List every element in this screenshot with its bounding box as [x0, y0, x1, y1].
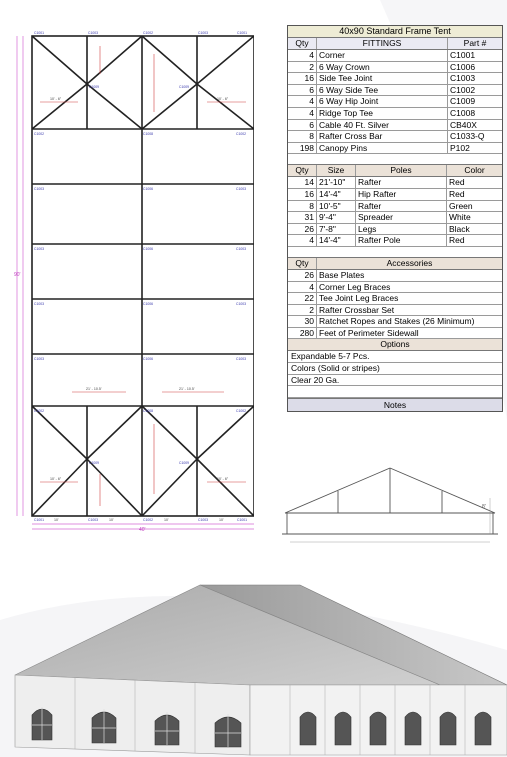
tent-3d-render: [0, 575, 507, 757]
svg-text:C1003: C1003: [236, 302, 246, 306]
svg-text:C1002: C1002: [34, 132, 44, 136]
svg-text:10' - 6": 10' - 6": [50, 97, 62, 101]
dimension-labels: [50, 97, 229, 522]
table-row: 2 6 Way Crown C1006: [288, 62, 502, 74]
frame-structure: [32, 36, 254, 516]
svg-text:C1008: C1008: [143, 409, 153, 413]
svg-text:C1003: C1003: [198, 518, 208, 522]
overall-width-dimension: [32, 524, 254, 532]
height-label: 8': [482, 504, 486, 510]
svg-text:C1002: C1002: [34, 409, 44, 413]
accessories-header: Qty Accessories: [288, 258, 502, 270]
svg-text:C1003: C1003: [34, 247, 44, 251]
table-row: 16 Side Tee Joint C1003: [288, 73, 502, 85]
svg-text:C1003: C1003: [236, 357, 246, 361]
table-row: 30 Ratchet Ropes and Stakes (26 Minimum): [288, 316, 502, 328]
table-row: 8 10'-5" Rafter Green: [288, 201, 502, 213]
svg-text:C1001: C1001: [237, 31, 247, 35]
table-row: 26 Base Plates: [288, 270, 502, 282]
fittings-rows: [288, 50, 502, 154]
svg-text:10': 10': [164, 518, 169, 522]
table-title: 40x90 Standard Frame Tent: [288, 26, 502, 38]
poles-header: Qty Size Poles Color: [288, 165, 502, 177]
fittings-header: Qty FITTINGS Part #: [288, 38, 502, 50]
table-row: 280 Feet of Perimeter Sidewall: [288, 328, 502, 340]
svg-text:10' - 6": 10' - 6": [50, 477, 62, 481]
svg-text:10' - 6": 10' - 6": [217, 97, 229, 101]
svg-text:C1009: C1009: [89, 461, 99, 465]
svg-text:C1003: C1003: [88, 518, 98, 522]
overall-width-label: 40': [139, 527, 146, 532]
table-row: 198 Canopy Pins P102: [288, 143, 502, 155]
table-row: 16 14'-4" Hip Rafter Red: [288, 189, 502, 201]
table-row: 31 9'-4" Spreader White: [288, 212, 502, 224]
svg-text:10': 10': [54, 518, 59, 522]
svg-text:10': 10': [219, 518, 224, 522]
table-row: 26 7'-8" Legs Black: [288, 224, 502, 236]
svg-text:C1003: C1003: [34, 357, 44, 361]
svg-text:10': 10': [109, 518, 114, 522]
svg-text:C1006: C1006: [143, 247, 153, 251]
table-row: 4 Corner Leg Braces: [288, 282, 502, 294]
options-rows: [288, 351, 502, 397]
svg-text:C1002: C1002: [143, 31, 153, 35]
svg-text:C1002: C1002: [236, 409, 246, 413]
floor-plan-diagram: [14, 24, 254, 532]
svg-text:C1006: C1006: [143, 357, 153, 361]
table-row: 2 Rafter Crossbar Set: [288, 305, 502, 317]
svg-text:C1009: C1009: [179, 85, 189, 89]
table-row: 4 Ridge Top Tee C1008: [288, 108, 502, 120]
svg-text:C1008: C1008: [143, 132, 153, 136]
parts-table: [287, 25, 503, 412]
poles-rows: [288, 177, 502, 247]
table-row: 22 Tee Joint Leg Braces: [288, 293, 502, 305]
svg-text:C1009: C1009: [89, 85, 99, 89]
accessories-rows: [288, 270, 502, 340]
overall-length-label: 90': [14, 272, 21, 278]
part-labels: [34, 31, 247, 522]
svg-text:C1001: C1001: [34, 31, 44, 35]
svg-text:C1002: C1002: [143, 518, 153, 522]
list-item: Colors (Solid or stripes): [288, 363, 502, 375]
svg-text:C1003: C1003: [236, 247, 246, 251]
table-row: 14 21'-10" Rafter Red: [288, 177, 502, 189]
svg-text:21' - 10.5': 21' - 10.5': [86, 387, 102, 391]
table-spacer: [288, 247, 502, 258]
svg-text:C1002: C1002: [236, 132, 246, 136]
table-row: 6 Cable 40 Ft. Silver CB40X: [288, 120, 502, 132]
svg-text:C1003: C1003: [34, 302, 44, 306]
svg-text:C1003: C1003: [236, 187, 246, 191]
notes-label: Notes: [288, 398, 502, 411]
svg-text:C1001: C1001: [237, 518, 247, 522]
svg-text:C1009: C1009: [179, 461, 189, 465]
svg-text:C1001: C1001: [34, 518, 44, 522]
list-item: Clear 20 Ga.: [288, 375, 502, 387]
svg-text:C1003: C1003: [34, 187, 44, 191]
list-item: Expandable 5-7 Pcs.: [288, 351, 502, 363]
svg-text:C1003: C1003: [88, 31, 98, 35]
table-row: 4 Corner C1001: [288, 50, 502, 62]
overall-length-dimension: [14, 36, 23, 516]
table-spacer: [288, 154, 502, 165]
side-elevation-diagram: [280, 458, 500, 550]
table-row: 6 6 Way Side Tee C1002: [288, 85, 502, 97]
table-row: 4 6 Way Hip Joint C1009: [288, 96, 502, 108]
options-header: Options: [288, 339, 502, 351]
svg-text:21' - 10.5': 21' - 10.5': [179, 387, 195, 391]
svg-text:C1006: C1006: [143, 187, 153, 191]
table-row: 8 Rafter Cross Bar C1033-Q: [288, 131, 502, 143]
svg-text:C1003: C1003: [198, 31, 208, 35]
list-item: [288, 386, 502, 398]
table-row: 4 14'-4" Rafter Pole Red: [288, 235, 502, 247]
svg-text:C1006: C1006: [143, 302, 153, 306]
dimension-markers: [40, 46, 246, 506]
svg-text:10' - 6": 10' - 6": [217, 477, 229, 481]
